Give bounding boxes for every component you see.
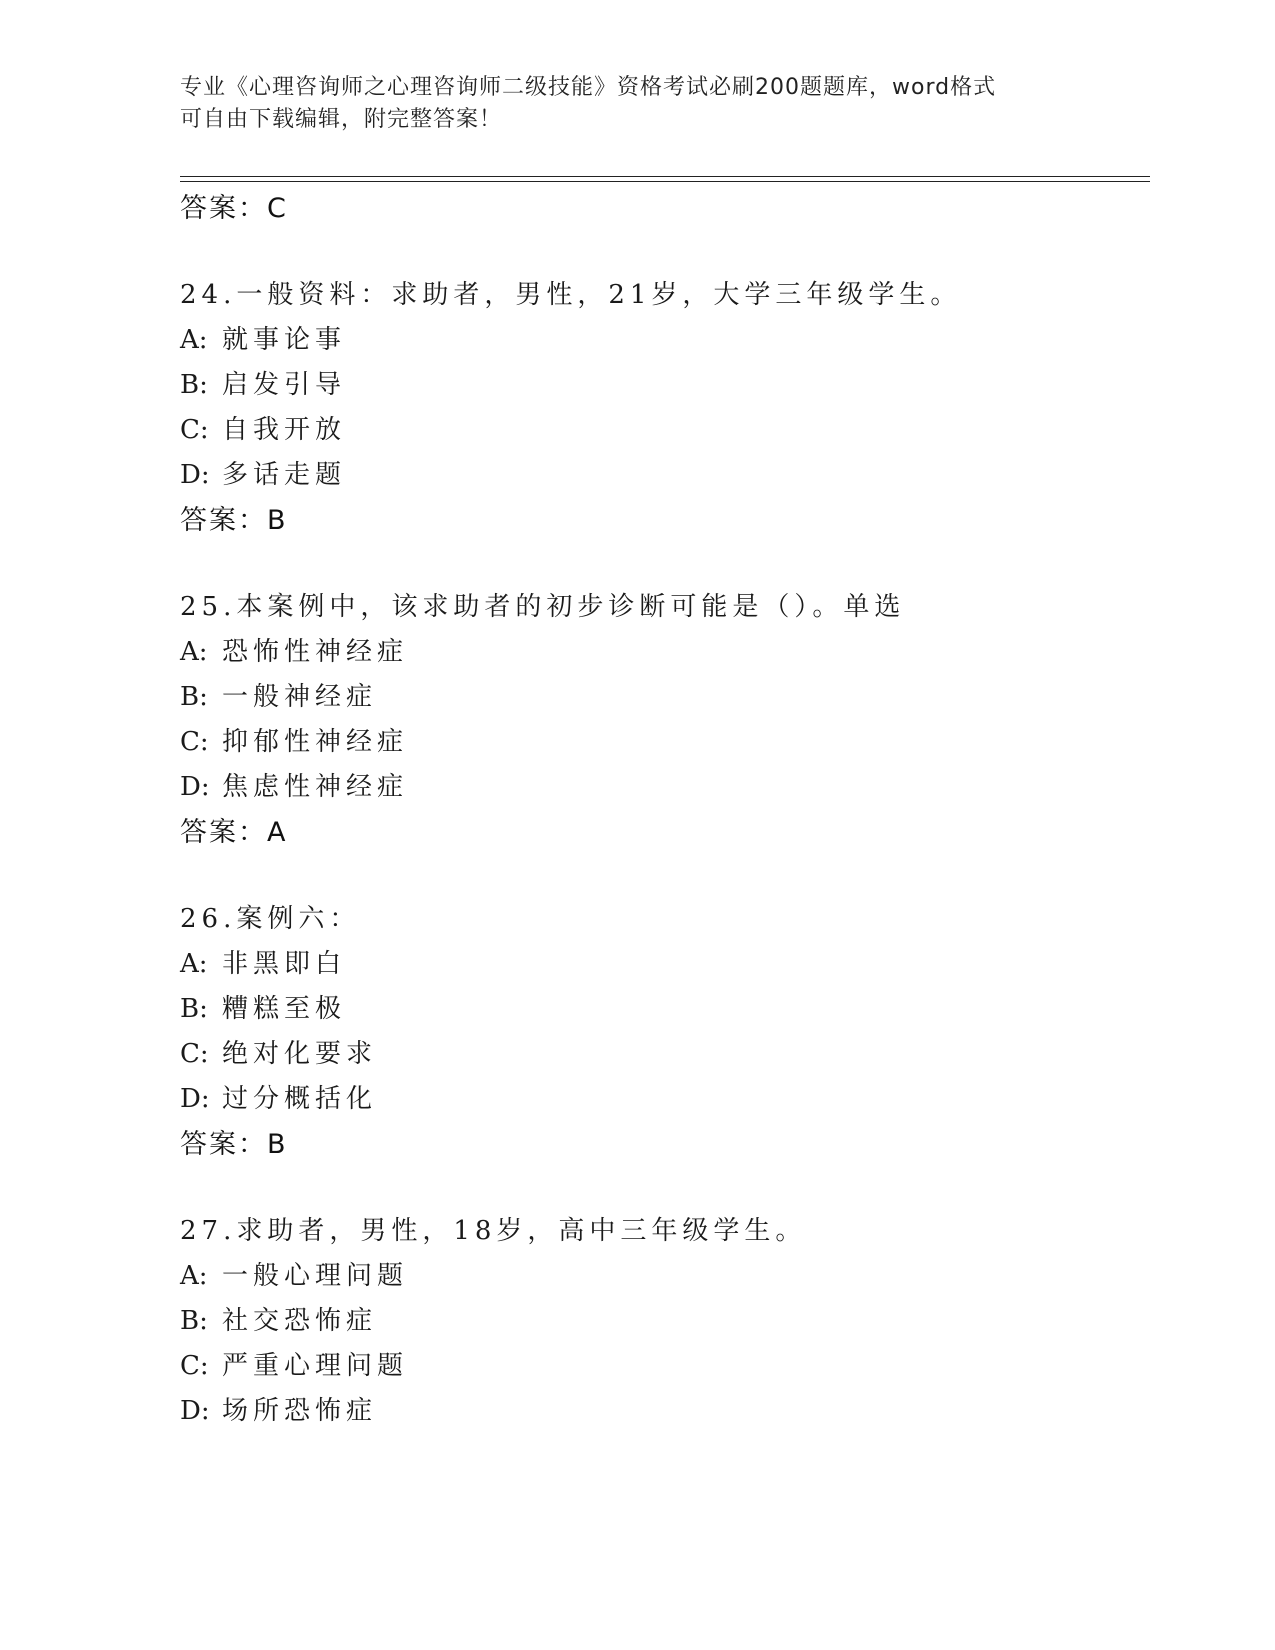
page-header <box>180 72 1060 136</box>
answer-line: 答案：B <box>180 505 288 536</box>
option-text: 自我开放 <box>222 415 347 445</box>
option-c <box>180 408 1150 453</box>
option-b <box>180 363 1150 408</box>
option-text: 非黑即白 <box>222 949 347 979</box>
option-letter: A: <box>180 949 208 979</box>
option-d <box>180 1077 1150 1122</box>
option-text: 严重心理问题 <box>222 1351 409 1381</box>
option-letter: B: <box>180 994 208 1024</box>
option-letter: C: <box>180 727 209 757</box>
option-letter: A: <box>180 1261 208 1291</box>
option-text: 一般神经症 <box>222 682 378 712</box>
option-text: 过分概括化 <box>222 1084 378 1114</box>
answer-line: 答案：C <box>180 193 288 224</box>
option-letter: A: <box>180 637 208 667</box>
option-letter: C: <box>180 1351 209 1381</box>
option-text: 绝对化要求 <box>222 1039 378 1069</box>
option-text: 多话走题 <box>222 460 347 490</box>
option-text: 场所恐怖症 <box>222 1396 378 1426</box>
option-c <box>180 720 1150 765</box>
answer-line: 答案：A <box>180 817 288 848</box>
option-letter: B: <box>180 682 208 712</box>
option-text: 一般心理问题 <box>222 1261 409 1291</box>
option-d <box>180 765 1150 810</box>
question-block <box>180 273 1150 543</box>
option-letter: D: <box>180 1084 210 1114</box>
option-letter: D: <box>180 1396 210 1426</box>
option-letter: B: <box>180 370 208 400</box>
option-letter: C: <box>180 415 209 445</box>
question-block <box>180 585 1150 855</box>
question-stem: 27.求助者，男性，18岁，高中三年级学生。 <box>180 1216 807 1246</box>
option-text: 焦虑性神经症 <box>222 772 409 802</box>
question-list <box>180 186 1150 1434</box>
header-line-1: 专业《心理咨询师之心理咨询师二级技能》资格考试必刷200题题库，word格式 <box>180 75 997 100</box>
option-letter: C: <box>180 1039 209 1069</box>
option-c <box>180 1032 1150 1077</box>
option-a <box>180 630 1150 675</box>
question-stem: 25.本案例中，该求助者的初步诊断可能是（）。单选 <box>180 592 906 622</box>
header-line-2: 可自由下载编辑，附完整答案！ <box>180 107 503 132</box>
option-letter: D: <box>180 460 210 490</box>
option-text: 就事论事 <box>222 325 347 355</box>
option-c <box>180 1344 1150 1389</box>
header-divider-double <box>180 181 1150 182</box>
option-text: 启发引导 <box>222 370 347 400</box>
option-b <box>180 987 1150 1032</box>
option-b <box>180 1299 1150 1344</box>
question-stem: 24.一般资料：求助者，男性，21岁，大学三年级学生。 <box>180 280 962 310</box>
option-text: 糟糕至极 <box>222 994 347 1024</box>
question-stem: 26.案例六： <box>180 904 361 934</box>
answer-line: 答案：B <box>180 1129 288 1160</box>
option-text: 社交恐怖症 <box>222 1306 378 1336</box>
option-a <box>180 318 1150 363</box>
option-text: 抑郁性神经症 <box>222 727 409 757</box>
option-letter: A: <box>180 325 208 355</box>
option-letter: B: <box>180 1306 208 1336</box>
option-a <box>180 942 1150 987</box>
header-divider <box>180 176 1150 177</box>
option-letter: D: <box>180 772 210 802</box>
option-a <box>180 1254 1150 1299</box>
option-d <box>180 453 1150 498</box>
option-b <box>180 675 1150 720</box>
option-d <box>180 1389 1150 1434</box>
question-block <box>180 897 1150 1167</box>
option-text: 恐怖性神经症 <box>222 637 409 667</box>
question-block <box>180 1209 1150 1434</box>
